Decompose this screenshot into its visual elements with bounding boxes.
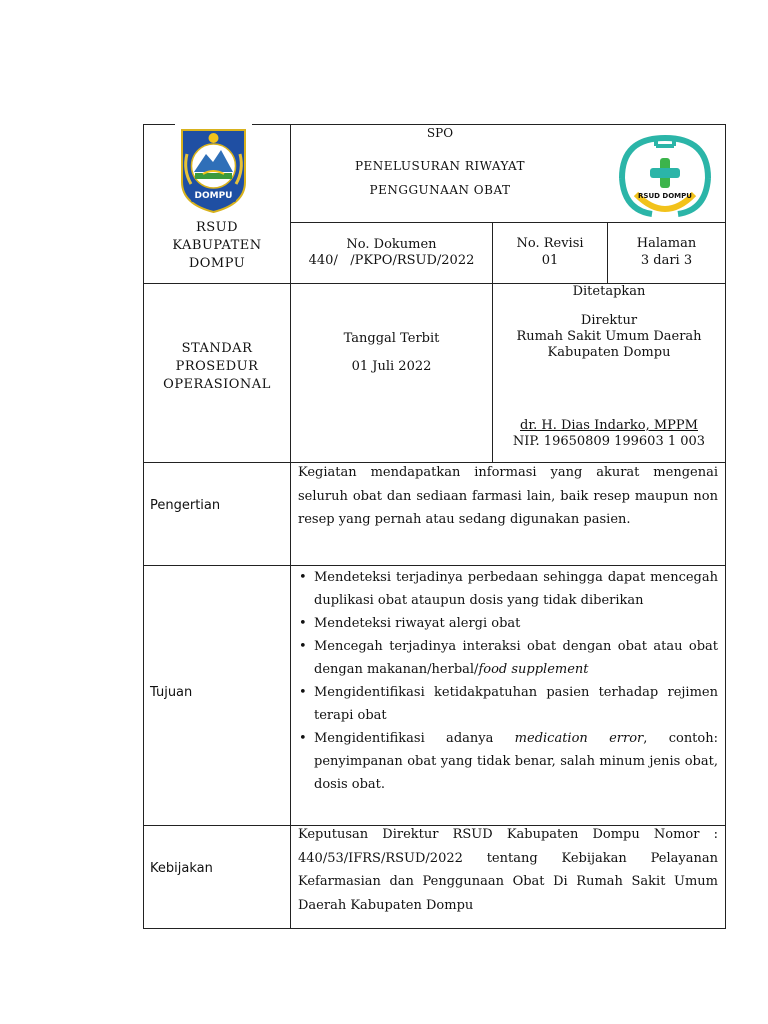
spo-label: SPO — [426, 126, 454, 140]
row-divider-header — [290, 222, 726, 223]
list-item: • Mendeteksi riwayat alergi obat — [297, 612, 718, 635]
list-item: • Mengidentifikasi adanya medication error, contoh: penyimpanan obat yang tidak benar, salah minum jenis obat, dosis obat. — [297, 727, 718, 796]
issue-date-value: 01 Juli 2022 — [351, 359, 432, 374]
signatory-name: dr. H. Dias Indarko, MPPM — [520, 418, 698, 433]
table-border-right — [725, 124, 726, 929]
document-number-label: No. Dokumen — [346, 237, 437, 252]
regency-crest — [175, 124, 252, 214]
pengertian-text: Kegiatan mendapatkan informasi yang akurat mengenai seluruh obat dan sediaan farmasi lain, baik resep maupun non resep yang pernah atau sedang digunakan pasien. — [298, 465, 718, 527]
revision-value: 01 — [541, 253, 559, 268]
kebijakan-label: Kebijakan — [150, 861, 213, 876]
page-value: 3 dari 3 — [640, 253, 693, 268]
revision-label: No. Revisi — [516, 236, 584, 251]
hospital-name: RSUD KABUPATEN DOMPU — [172, 220, 262, 271]
document-number-value: 440/ /PKPO/RSUD/2022 — [308, 253, 475, 268]
page-label: Halaman — [636, 236, 697, 251]
list-item: • Mengidentifikasi ketidakpatuhan pasien terhadap rejimen terapi obat — [297, 681, 718, 727]
established-label: Ditetapkan — [572, 284, 646, 299]
director-title: Direktur — [580, 313, 638, 328]
table-border-bottom — [143, 928, 726, 929]
issue-date-label: Tanggal Terbit — [343, 331, 440, 346]
signatory-nip: NIP. 19650809 199603 1 003 — [512, 434, 706, 449]
logo-caption: RSUD DOMPU — [638, 192, 692, 200]
list-item: • Mencegah terjadinya interaksi obat dengan obat atau obat dengan makanan/herbal/food supplement — [297, 635, 718, 681]
kebijakan-text: Keputusan Direktur RSUD Kabupaten Dompu Nomor : 440/53/IFRS/RSUD/2022 tentang Kebijakan Pelayanan Kefarmasian dan Penggunaan Obat Di Rumah Sakit Umum Daerah Kabupaten Dompu — [298, 827, 718, 913]
institution-name: Rumah Sakit Umum Daerah — [516, 329, 702, 344]
rsud-dompu-logo — [614, 132, 716, 220]
regency-name: Kabupaten Dompu — [547, 345, 671, 360]
document-title-line2: PENGGUNAAN OBAT — [369, 183, 511, 197]
tujuan-list — [297, 566, 718, 796]
crest-caption: DOMPU — [194, 191, 233, 201]
sop-label: STANDAR PROSEDUR OPERASIONAL — [163, 341, 271, 392]
document-title-line1: PENELUSURAN RIWAYAT — [354, 159, 526, 173]
list-item: • Mendeteksi terjadinya perbedaan sehingga dapat mencegah duplikasi obat ataupun dosis yang tidak diberikan — [297, 566, 718, 612]
tujuan-label: Tujuan — [150, 685, 193, 700]
pengertian-label: Pengertian — [150, 498, 221, 513]
